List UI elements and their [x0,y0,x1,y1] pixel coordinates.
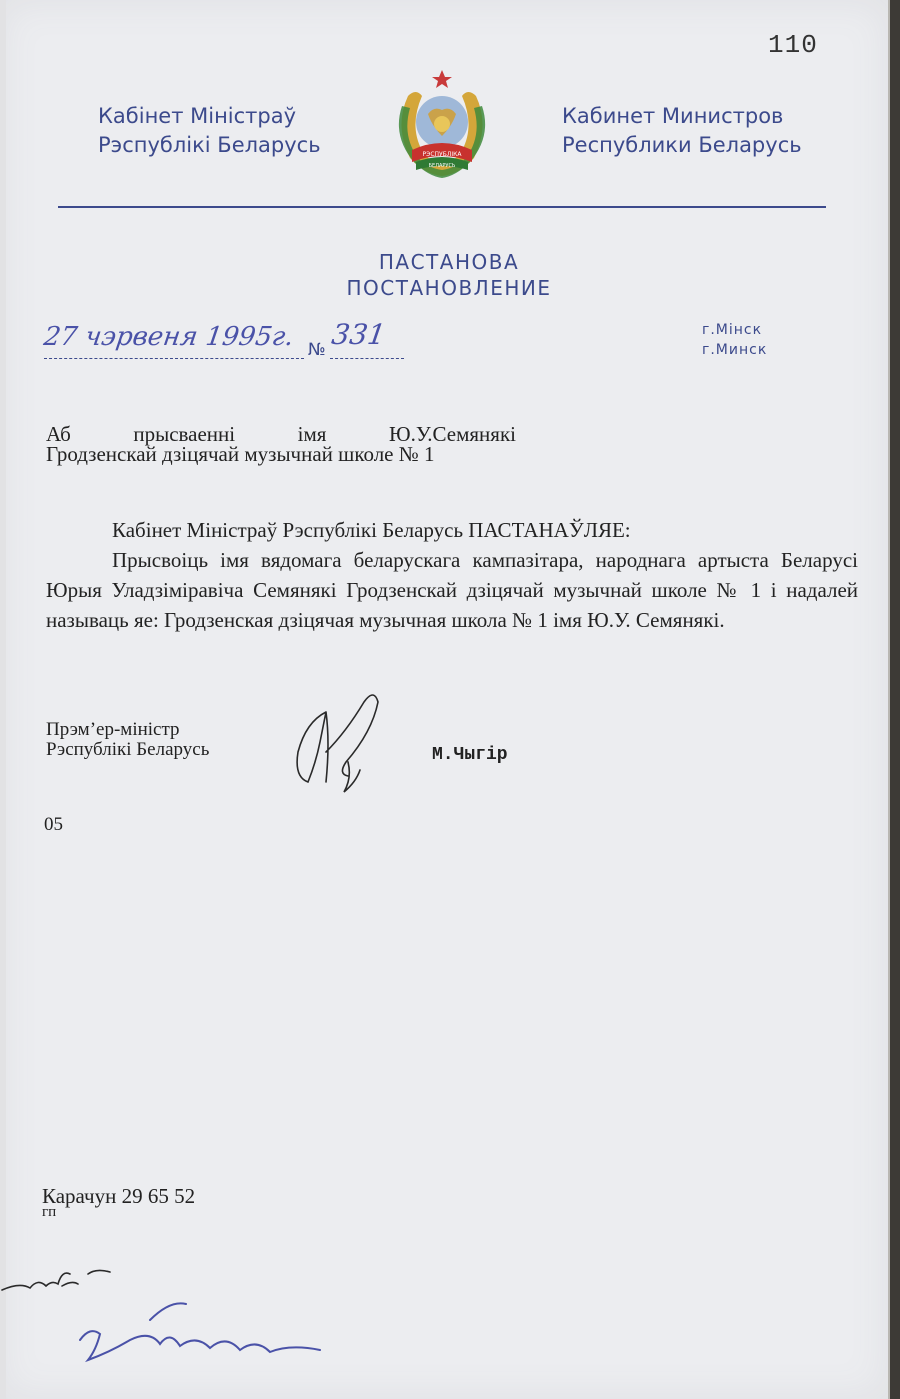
executor-initials: гп [42,1204,57,1220]
subject-word: прысваенні [133,422,236,446]
executor-contact: Карачун 29 65 52 [42,1184,196,1208]
doc-type-ru: ПОСТАНОВЛЕНИЕ [346,276,552,300]
letterhead-right [562,102,802,160]
letterhead-left-line2: Рэспублікі Беларусь [98,133,321,157]
page-number: 110 [768,30,818,60]
subject-word: імя [297,422,327,446]
date-line [44,358,304,359]
signatory-title-line2: Рэспублікі Беларусь [46,739,210,760]
signatory-title-line1: Прэм’ер-міністр [46,719,180,740]
approval-signatures [0,1260,340,1380]
handwritten-signature [286,682,396,802]
number-handwritten: 331 [329,318,388,351]
signatory-title [46,720,209,760]
city-by: г.Мінск [702,322,763,338]
signatory-name: М.Чыгір [432,745,508,765]
resolution-text: Прысвоіць імя вядомага беларускага кампазітара, народнага артыста Беларусі Юрыя Уладзіміравіча Семянякі Гродзенскай дзіцячай музычнай школе № 1 і надалей называць яе: Гродзенская дзіцячая музычная школа № 1 імя Ю.У. Семянякі. [46,548,858,632]
letterhead-left-line1: Кабінет Міністраў [98,104,297,128]
letterhead-left [98,102,321,160]
letterhead-right-line1: Кабинет Министров [562,104,784,128]
resolution-body [46,515,858,635]
resolution-intro: Кабінет Міністраў Рэспублікі Беларусь ПАСТАНАЎЛЯЕ: [112,518,631,542]
letterhead-right-line2: Республики Беларусь [562,133,802,157]
city-ru: г.Минск [702,342,768,358]
number-line [330,358,404,359]
subject-word: Аб [46,422,71,446]
emblem-text-2: БЕЛАРУСЬ [428,163,456,169]
subject-word: Ю.У.Семянякі [389,422,516,446]
doc-type-by: ПАСТАНОВА [378,250,520,274]
state-emblem-icon [388,66,496,182]
number-label: № [308,340,326,360]
page-edge [0,0,6,1399]
subject-line-2: Гродзенскай дзіцячай музычнай школе № 1 [46,442,435,466]
document-code: 05 [44,814,63,835]
emblem-text-1: РЭСПУБЛІКА [422,151,462,158]
date-handwritten: 27 чэрвеня 1995г. [41,322,296,352]
letterhead-divider [58,206,826,208]
